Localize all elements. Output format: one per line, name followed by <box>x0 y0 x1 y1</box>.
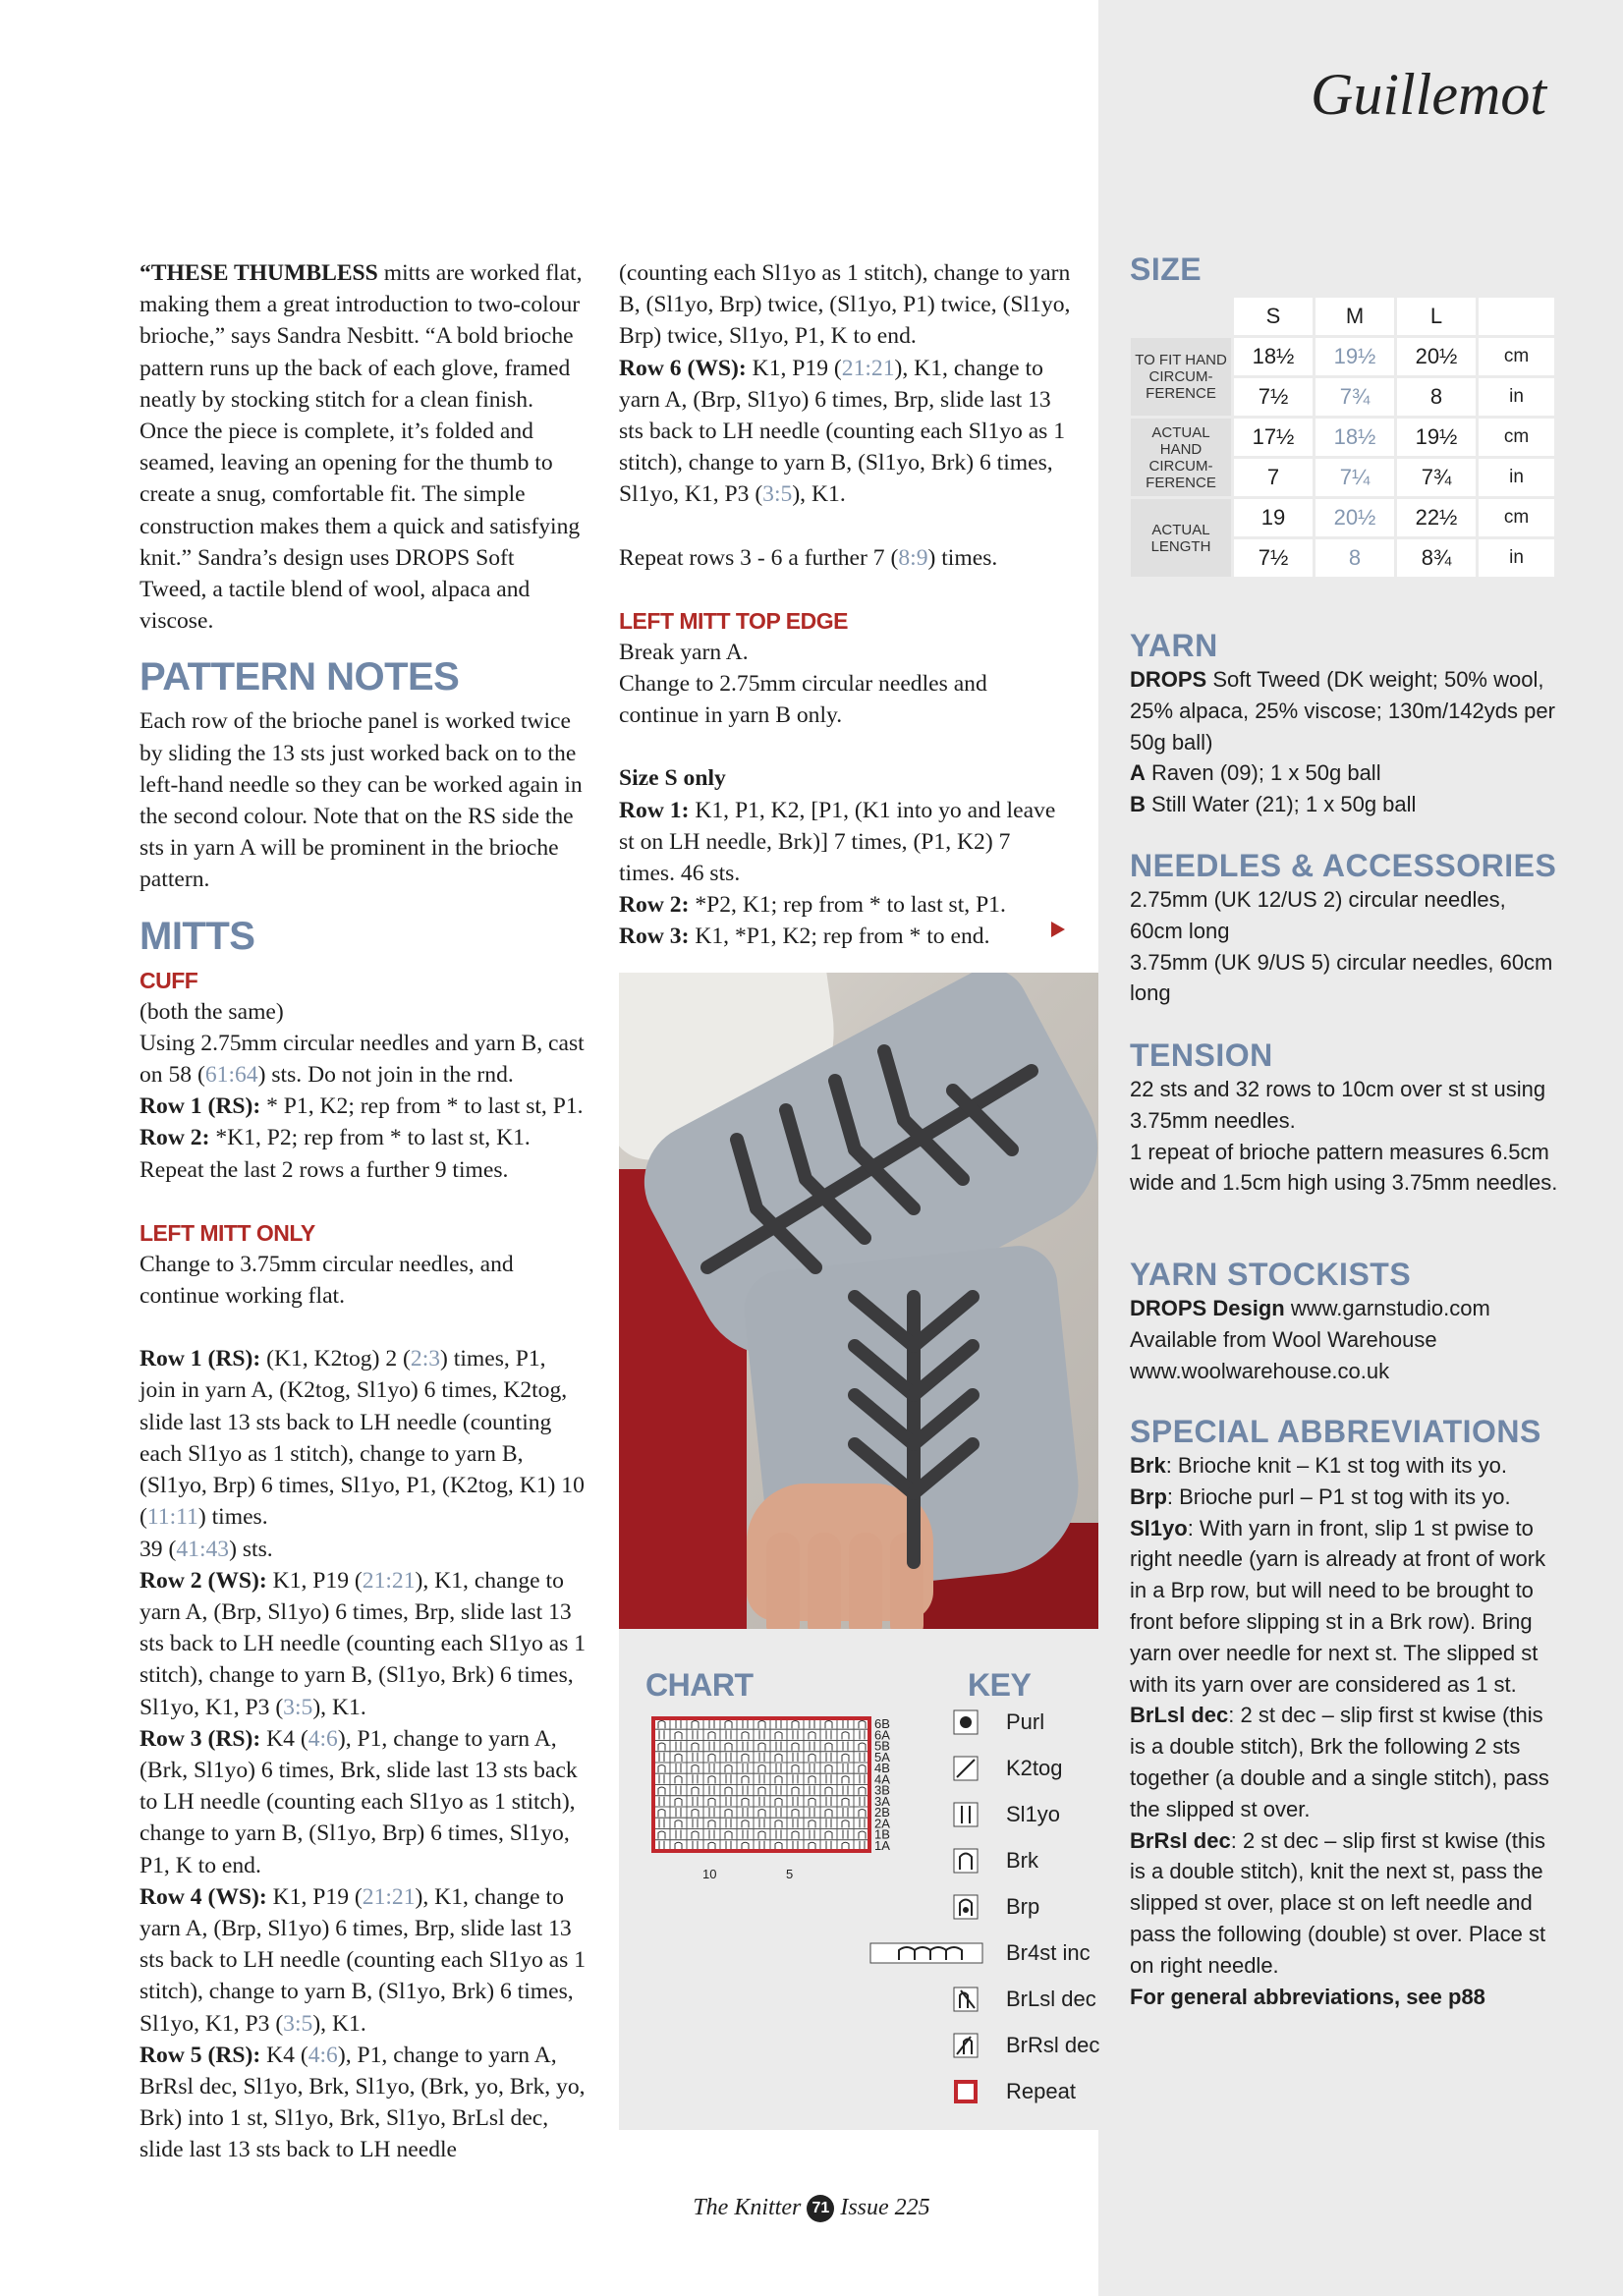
chart-row-label: 5B <box>874 1738 890 1754</box>
chart-cell <box>703 1729 720 1740</box>
chart-row-label: 3B <box>874 1782 890 1798</box>
chart-cell <box>787 1818 804 1828</box>
chart-cell <box>754 1807 770 1818</box>
pattern-notes-text: Each row of the brioche panel is worked twice by sliding the 13 sts just worked back on to the left-hand needle so they can be worked again in the second colour. Note that on the RS side the sts in yarn A will be prominent in the brioche pattern. <box>140 708 583 893</box>
column-1 <box>140 257 587 2166</box>
left-mitt-only-text: Change to 3.75mm circular needles, and continue working flat. <box>140 1251 514 1310</box>
brlsl-dec-icon <box>953 1987 979 2012</box>
chart-cell <box>737 1763 754 1773</box>
chart-cell <box>703 1741 720 1752</box>
chart-cell <box>837 1818 854 1828</box>
chart-cell <box>837 1773 854 1784</box>
left-row5: Row 5 (RS): K4 (4:6), P1, change to yarn A, BrRsl dec, Sl1yo, Brk, Sl1yo, (Brk, yo, Brk, yo, Brk) into 1 st, Sl1yo, Brk, Sl1yo, BrLsl dec, slide last 13 sts back to LH needle <box>140 2042 586 2163</box>
size-col-m: M <box>1315 298 1394 335</box>
page-number: 71 <box>807 2195 834 2222</box>
chart-row-label: 5A <box>874 1749 890 1764</box>
left-row2: Row 2 (WS): K1, P19 (21:21), K1, change to yarn A, (Brp, Sl1yo) 6 times, Brp, slide last 13 sts back to LH needle (counting each Sl1yo as 1 stitch), change to yarn B, (Sl1yo, Brk) 6 times, Sl1yo, K1, P3 (3:5), K1. <box>140 1567 587 1720</box>
chart-cell <box>820 1741 837 1752</box>
chart-cell <box>754 1796 770 1807</box>
key-label-k2tog: K2tog <box>1006 1756 1063 1780</box>
chart-row-label: 4A <box>874 1771 890 1787</box>
chart-cell <box>820 1763 837 1773</box>
chart-cell <box>787 1796 804 1807</box>
yarn-heading: YARN <box>1130 628 1218 663</box>
chart-cell <box>720 1741 737 1752</box>
chart-cell <box>670 1763 687 1773</box>
br4st-inc-icon <box>869 1940 983 1966</box>
chart-cell <box>837 1741 854 1752</box>
chart-cell <box>820 1773 837 1784</box>
garnstudio-link: www.garnstudio.com <box>1284 1296 1490 1320</box>
key-label-brk: Brk <box>1006 1848 1038 1873</box>
chart-cell <box>754 1818 770 1828</box>
top-edge-heading: LEFT MITT TOP EDGE <box>619 607 848 634</box>
chart-cell <box>787 1773 804 1784</box>
stockists-section: YARN STOCKISTS DROPS Design www.garnstudio.com Available from Wool Warehouse www.woolwarehouse.co.uk <box>1130 1256 1562 1386</box>
chart-cell <box>737 1818 754 1828</box>
chart-row-label: 2A <box>874 1816 890 1831</box>
chart-cell <box>754 1752 770 1763</box>
chart-row-label: 2B <box>874 1805 890 1820</box>
chart-cell <box>770 1807 787 1818</box>
chart-cell <box>737 1729 754 1740</box>
chart-cell <box>687 1807 703 1818</box>
chart-cell <box>770 1729 787 1740</box>
row-label-actual-length: ACTUAL LENGTH <box>1131 499 1231 577</box>
brk-icon <box>953 1848 979 1874</box>
chart-cell <box>737 1741 754 1752</box>
size-s-row2: Row 2: *P2, K1; rep from * to last st, P1. <box>619 892 1006 919</box>
chart-cell <box>820 1829 837 1840</box>
chart-cell <box>653 1818 670 1828</box>
chart-col-label: 5 <box>786 1867 794 1881</box>
cuff-castOn: Using 2.75mm circular needles and yarn B, cast on 58 (61:64) sts. Do not join in the rnd. <box>140 1030 585 1089</box>
chart-cell <box>653 1763 670 1773</box>
chart-cell <box>770 1763 787 1773</box>
size-heading: SIZE <box>1130 252 1203 287</box>
chart-cell <box>754 1773 770 1784</box>
stockists-heading: YARN STOCKISTS <box>1130 1257 1412 1292</box>
chart-cell <box>787 1729 804 1740</box>
cuff-row2: Row 2: *K1, P2; rep from * to last st, K1. <box>140 1125 531 1151</box>
chart-cell <box>720 1829 737 1840</box>
repeat-icon <box>953 2079 979 2104</box>
repeat-rows: Repeat rows 3 - 6 a further 7 (8:9) times. <box>619 544 998 571</box>
chart-cell <box>770 1818 787 1828</box>
knitting-chart <box>648 1711 943 1947</box>
chart-cell <box>737 1773 754 1784</box>
chart-cell <box>720 1773 737 1784</box>
chart-cell <box>804 1829 820 1840</box>
chart-row-label: 6A <box>874 1727 890 1743</box>
chart-cell <box>670 1818 687 1828</box>
left-row6: Row 6 (WS): K1, P19 (21:21), K1, change to yarn A, (Brp, Sl1yo) 6 times, Brp, slide last 13 sts back to LH needle (counting each Sl1yo as 1 stitch), change to yarn B, (Sl1yo, Brk) 6 times, Sl1yo, K1, P3 (3:5), K1. <box>619 355 1066 508</box>
chart-cell <box>804 1818 820 1828</box>
chart-cell <box>804 1752 820 1763</box>
chart-cell <box>770 1752 787 1763</box>
size-col-l: L <box>1397 298 1476 335</box>
cuff-repeat: Repeat the last 2 rows a further 9 times. <box>140 1156 509 1183</box>
chart-cell <box>687 1729 703 1740</box>
size-s-row1: Row 1: K1, P1, K2, [P1, (K1 into yo and leave st on LH needle, Brk)] 7 times, (P1, K2) 7 times. 46 sts. <box>619 797 1056 887</box>
page-title: Guillemot <box>1311 62 1546 127</box>
chart-cell <box>703 1796 720 1807</box>
chart-cell <box>687 1752 703 1763</box>
chart-cell <box>720 1763 737 1773</box>
key-label-brp: Brp <box>1006 1894 1040 1919</box>
chart-cell <box>720 1752 737 1763</box>
key-heading: KEY <box>968 1667 1032 1703</box>
chart-cell <box>687 1818 703 1828</box>
row5-continued: (counting each Sl1yo as 1 stitch), change to yarn B, (Sl1yo, Brp) twice, (Sl1yo, P1) twice, (Sl1yo, Brp) twice, Sl1yo, P1, K to end. <box>619 260 1071 350</box>
chart-cell <box>737 1807 754 1818</box>
chart-cell <box>703 1773 720 1784</box>
chart-cell <box>837 1829 854 1840</box>
row-label-to-fit: TO FIT HAND CIRCUM-FERENCE <box>1131 338 1231 416</box>
purl-icon <box>953 1709 979 1735</box>
chart-cell <box>703 1829 720 1840</box>
chart-cell <box>754 1741 770 1752</box>
chart-cell <box>703 1818 720 1828</box>
chart-cell <box>720 1785 737 1796</box>
abbreviations-section: SPECIAL ABBREVIATIONS Brk: Brioche knit – K1 st tog with its yo. Brp: Brioche purl – P1 st tog with its yo. Sl1yo: With yarn in front, slip 1 st pwise to right needle (yarn is already at front of work in a Brp row, but will need to be brought to front before slipping st in a Brk row). Bring yarn over needle for next st. The slipped st with its yarn over are considered as 1 st. BrLsl dec: 2 st dec – slip first st kwise (this is a double stitch), Brk the following 2 sts together (a double and a single stitch), pass the slipped st over. BrRsl dec: 2 st dec – slip first st kwise (this is a double stitch), knit the next st, pass the slipped st over, place st on left needle and pass the following (double) st over. Place st on right needle. For general abbreviations, see p88 <box>1130 1413 1562 2012</box>
size-s-row3: Row 3: K1, *P1, K2; rep from * to end. <box>619 924 990 950</box>
intro-lead: “THESE THUMBLESS <box>140 260 378 286</box>
chart-cell <box>820 1752 837 1763</box>
chart-cell <box>703 1763 720 1773</box>
woolwarehouse-link: www.woolwarehouse.co.uk <box>1130 1358 1390 1383</box>
chart-cell <box>670 1785 687 1796</box>
chart-cell <box>720 1796 737 1807</box>
page-footer <box>0 2195 1623 2222</box>
chart-cell <box>804 1729 820 1740</box>
chart-cell <box>787 1752 804 1763</box>
chart-cell <box>737 1796 754 1807</box>
magazine-name: The Knitter <box>693 2195 802 2220</box>
chart-cell <box>670 1773 687 1784</box>
chart-cell <box>687 1741 703 1752</box>
key-label-repeat: Repeat <box>1006 2079 1076 2103</box>
tension-heading: TENSION <box>1130 1037 1273 1073</box>
chart-cell <box>837 1785 854 1796</box>
brioche-pattern-illustration <box>619 973 1098 1629</box>
chart-cell <box>653 1752 670 1763</box>
chart-cell <box>804 1785 820 1796</box>
chart-row-label: 6B <box>874 1716 890 1731</box>
size-col-s: S <box>1234 298 1313 335</box>
top-edge-line2: Change to 2.75mm circular needles and continue in yarn B only. <box>619 671 987 729</box>
general-abbreviations-note: For general abbreviations, see p88 <box>1130 1984 1485 2009</box>
chart-cell <box>754 1729 770 1740</box>
chart-row-label: 3A <box>874 1793 890 1809</box>
chart-cell <box>653 1741 670 1752</box>
chart-cell <box>687 1773 703 1784</box>
chart-cell <box>820 1796 837 1807</box>
chart-cell <box>653 1773 670 1784</box>
chart-cell <box>653 1807 670 1818</box>
cuff-row1: Row 1 (RS): * P1, K2; rep from * to last st, P1. <box>140 1093 584 1120</box>
left-row1: Row 1 (RS): (K1, K2tog) 2 (2:3) times, P1, join in yarn A, (K2tog, Sl1yo) 6 times, K2tog, slide last 13 sts back to LH needle (counting each Sl1yo as 1 stitch), change to yarn B, (Sl1yo, Brp) 6 times, Sl1yo, P1, (K2tog, K1) 10 (11:11) times. <box>140 1346 585 1531</box>
chart-cell <box>787 1763 804 1773</box>
left-row4: Row 4 (WS): K1, P19 (21:21), K1, change to yarn A, (Brp, Sl1yo) 6 times, Brp, slide last 13 sts back to LH needle (counting each Sl1yo as 1 stitch), change to yarn B, (Sl1yo, Brk) 6 times, Sl1yo, K1, P3 (3:5), K1. <box>140 1883 587 2037</box>
chart-cell <box>687 1763 703 1773</box>
mitts-heading: MITTS <box>140 914 255 958</box>
chart-cell <box>670 1729 687 1740</box>
chart-cell <box>687 1785 703 1796</box>
needles-heading: NEEDLES & ACCESSORIES <box>1130 848 1557 883</box>
chart-cell <box>804 1807 820 1818</box>
chart-cell <box>737 1785 754 1796</box>
brrsl-dec-icon <box>953 2033 979 2058</box>
chart-cell <box>670 1741 687 1752</box>
chart-cell <box>737 1752 754 1763</box>
chart-cell <box>837 1729 854 1740</box>
chart-cell <box>770 1741 787 1752</box>
chart-cell <box>787 1785 804 1796</box>
cuff-sub: (both the same) <box>140 998 284 1025</box>
chart-cell <box>670 1752 687 1763</box>
brp-icon <box>953 1894 979 1920</box>
chart-cell <box>703 1785 720 1796</box>
chart-cell <box>787 1741 804 1752</box>
chart-cell <box>770 1829 787 1840</box>
chart-cell <box>653 1785 670 1796</box>
chart-cell <box>687 1829 703 1840</box>
chart-row-label: 1A <box>874 1837 890 1853</box>
chart-cell <box>703 1807 720 1818</box>
chart-cell <box>754 1785 770 1796</box>
chart-heading: CHART <box>645 1667 754 1703</box>
left-row1-sts: 39 (41:43) sts. <box>140 1536 273 1562</box>
chart-row-label: 1B <box>874 1826 890 1842</box>
chart-row-label: 4B <box>874 1761 890 1775</box>
chart-cell <box>720 1807 737 1818</box>
chart-cell <box>804 1773 820 1784</box>
chart-cell <box>770 1785 787 1796</box>
chart-cell <box>670 1829 687 1840</box>
chart-cell <box>770 1796 787 1807</box>
top-edge-line1: Break yarn A. <box>619 639 749 665</box>
key-label-purl: Purl <box>1006 1709 1045 1734</box>
column-2 <box>619 257 1071 953</box>
chart-cell <box>703 1752 720 1763</box>
intro-paragraph <box>140 257 587 637</box>
mitts-photo <box>619 973 1098 1629</box>
k2tog-icon <box>953 1756 979 1781</box>
chart-cell <box>787 1829 804 1840</box>
size-s-heading: Size S only <box>619 765 726 792</box>
chart-cell <box>720 1729 737 1740</box>
chart-cell <box>837 1796 854 1807</box>
pattern-notes-heading: PATTERN NOTES <box>140 655 460 700</box>
chart-cell <box>820 1729 837 1740</box>
sl1yo-icon <box>953 1802 979 1827</box>
chart-cell <box>820 1785 837 1796</box>
intro-text: mitts are worked flat, making them a great introduction to two-colour brioche,” says Sandra Nesbitt. “A bold brioche pattern runs up the back of each glove, framed neatly by stocking stitch for a clean finish. Once the piece is complete, it’s folded and seamed, leaving an opening for the thumb to create a snug, comfortable fit. The simple construction makes them a quick and satisfying knit.” Sandra’s design uses DROPS Soft Tweed, a tactile blend of wool, alpaca and viscose. <box>140 260 583 635</box>
chart-cell <box>804 1763 820 1773</box>
key-label-sl1yo: Sl1yo <box>1006 1802 1061 1826</box>
chart-cell <box>754 1763 770 1773</box>
abbreviations-heading: SPECIAL ABBREVIATIONS <box>1130 1414 1541 1449</box>
chart-cell <box>837 1752 854 1763</box>
chart-cell <box>770 1773 787 1784</box>
chart-cell <box>653 1829 670 1840</box>
chart-col-label: 10 <box>702 1867 717 1881</box>
issue-number: Issue 225 <box>840 2195 930 2220</box>
chart-cell <box>720 1818 737 1828</box>
needles-section: NEEDLES & ACCESSORIES 2.75mm (UK 12/US 2) circular needles, 60cm long 3.75mm (UK 9/US 5) circular needles, 60cm long <box>1130 847 1562 1009</box>
chart-cell <box>837 1807 854 1818</box>
chart-cell <box>804 1796 820 1807</box>
chart-cell <box>837 1763 854 1773</box>
yarn-section: YARN DROPS Soft Tweed (DK weight; 50% wool, 25% alpaca, 25% viscose; 130m/142yds per 50g ball) A Raven (09); 1 x 50g ball B Still Water (21); 1 x 50g ball <box>1130 627 1562 820</box>
chart-cell <box>687 1796 703 1807</box>
chart-cell <box>653 1796 670 1807</box>
chart-cell <box>737 1829 754 1840</box>
chart-cell <box>670 1807 687 1818</box>
left-mitt-only-heading: LEFT MITT ONLY <box>140 1219 315 1246</box>
left-row3: Row 3 (RS): K4 (4:6), P1, change to yarn A, (Brk, Sl1yo) 6 times, Brk, slide last 13 sts back to LH needle (counting each Sl1yo as 1 stitch), change to yarn B, (Sl1yo, Brp) 6 times, Sl1yo, P1, K to end. <box>140 1725 578 1878</box>
chart-cell <box>670 1796 687 1807</box>
chart-cell <box>820 1818 837 1828</box>
chart-cell <box>804 1741 820 1752</box>
chart-cell <box>820 1807 837 1818</box>
row-label-actual-hand: ACTUAL HAND CIRCUM-FERENCE <box>1131 419 1231 496</box>
tension-section: TENSION 22 sts and 32 rows to 10cm over st st using 3.75mm needles. 1 repeat of brioche pattern measures 6.5cm wide and 1.5cm high using 3.75mm needles. <box>1130 1036 1562 1199</box>
chart-cell <box>787 1807 804 1818</box>
continue-arrow-icon <box>1051 922 1065 937</box>
key-label-brrsl-dec: BrRsl dec <box>1006 2033 1100 2057</box>
cuff-heading: CUFF <box>140 967 198 993</box>
chart-cell <box>754 1829 770 1840</box>
key-label-brlsl-dec: BrLsl dec <box>1006 1987 1096 2011</box>
size-table: S M L TO FIT HAND CIRCUM-FERENCE 18½ 19½ 20½ cm 7½ 7¾ 8 in ACTUAL HAND CIRCUM-FERENCE 17½ 18½ 19½ cm 7 7¼ 7¾ in ACTUAL LENGTH 19 20½ 22½ cm 7½ 8 8¾ in <box>1128 295 1557 580</box>
key-label-br4st-inc: Br4st inc <box>1006 1940 1091 1965</box>
chart-cell <box>653 1729 670 1740</box>
